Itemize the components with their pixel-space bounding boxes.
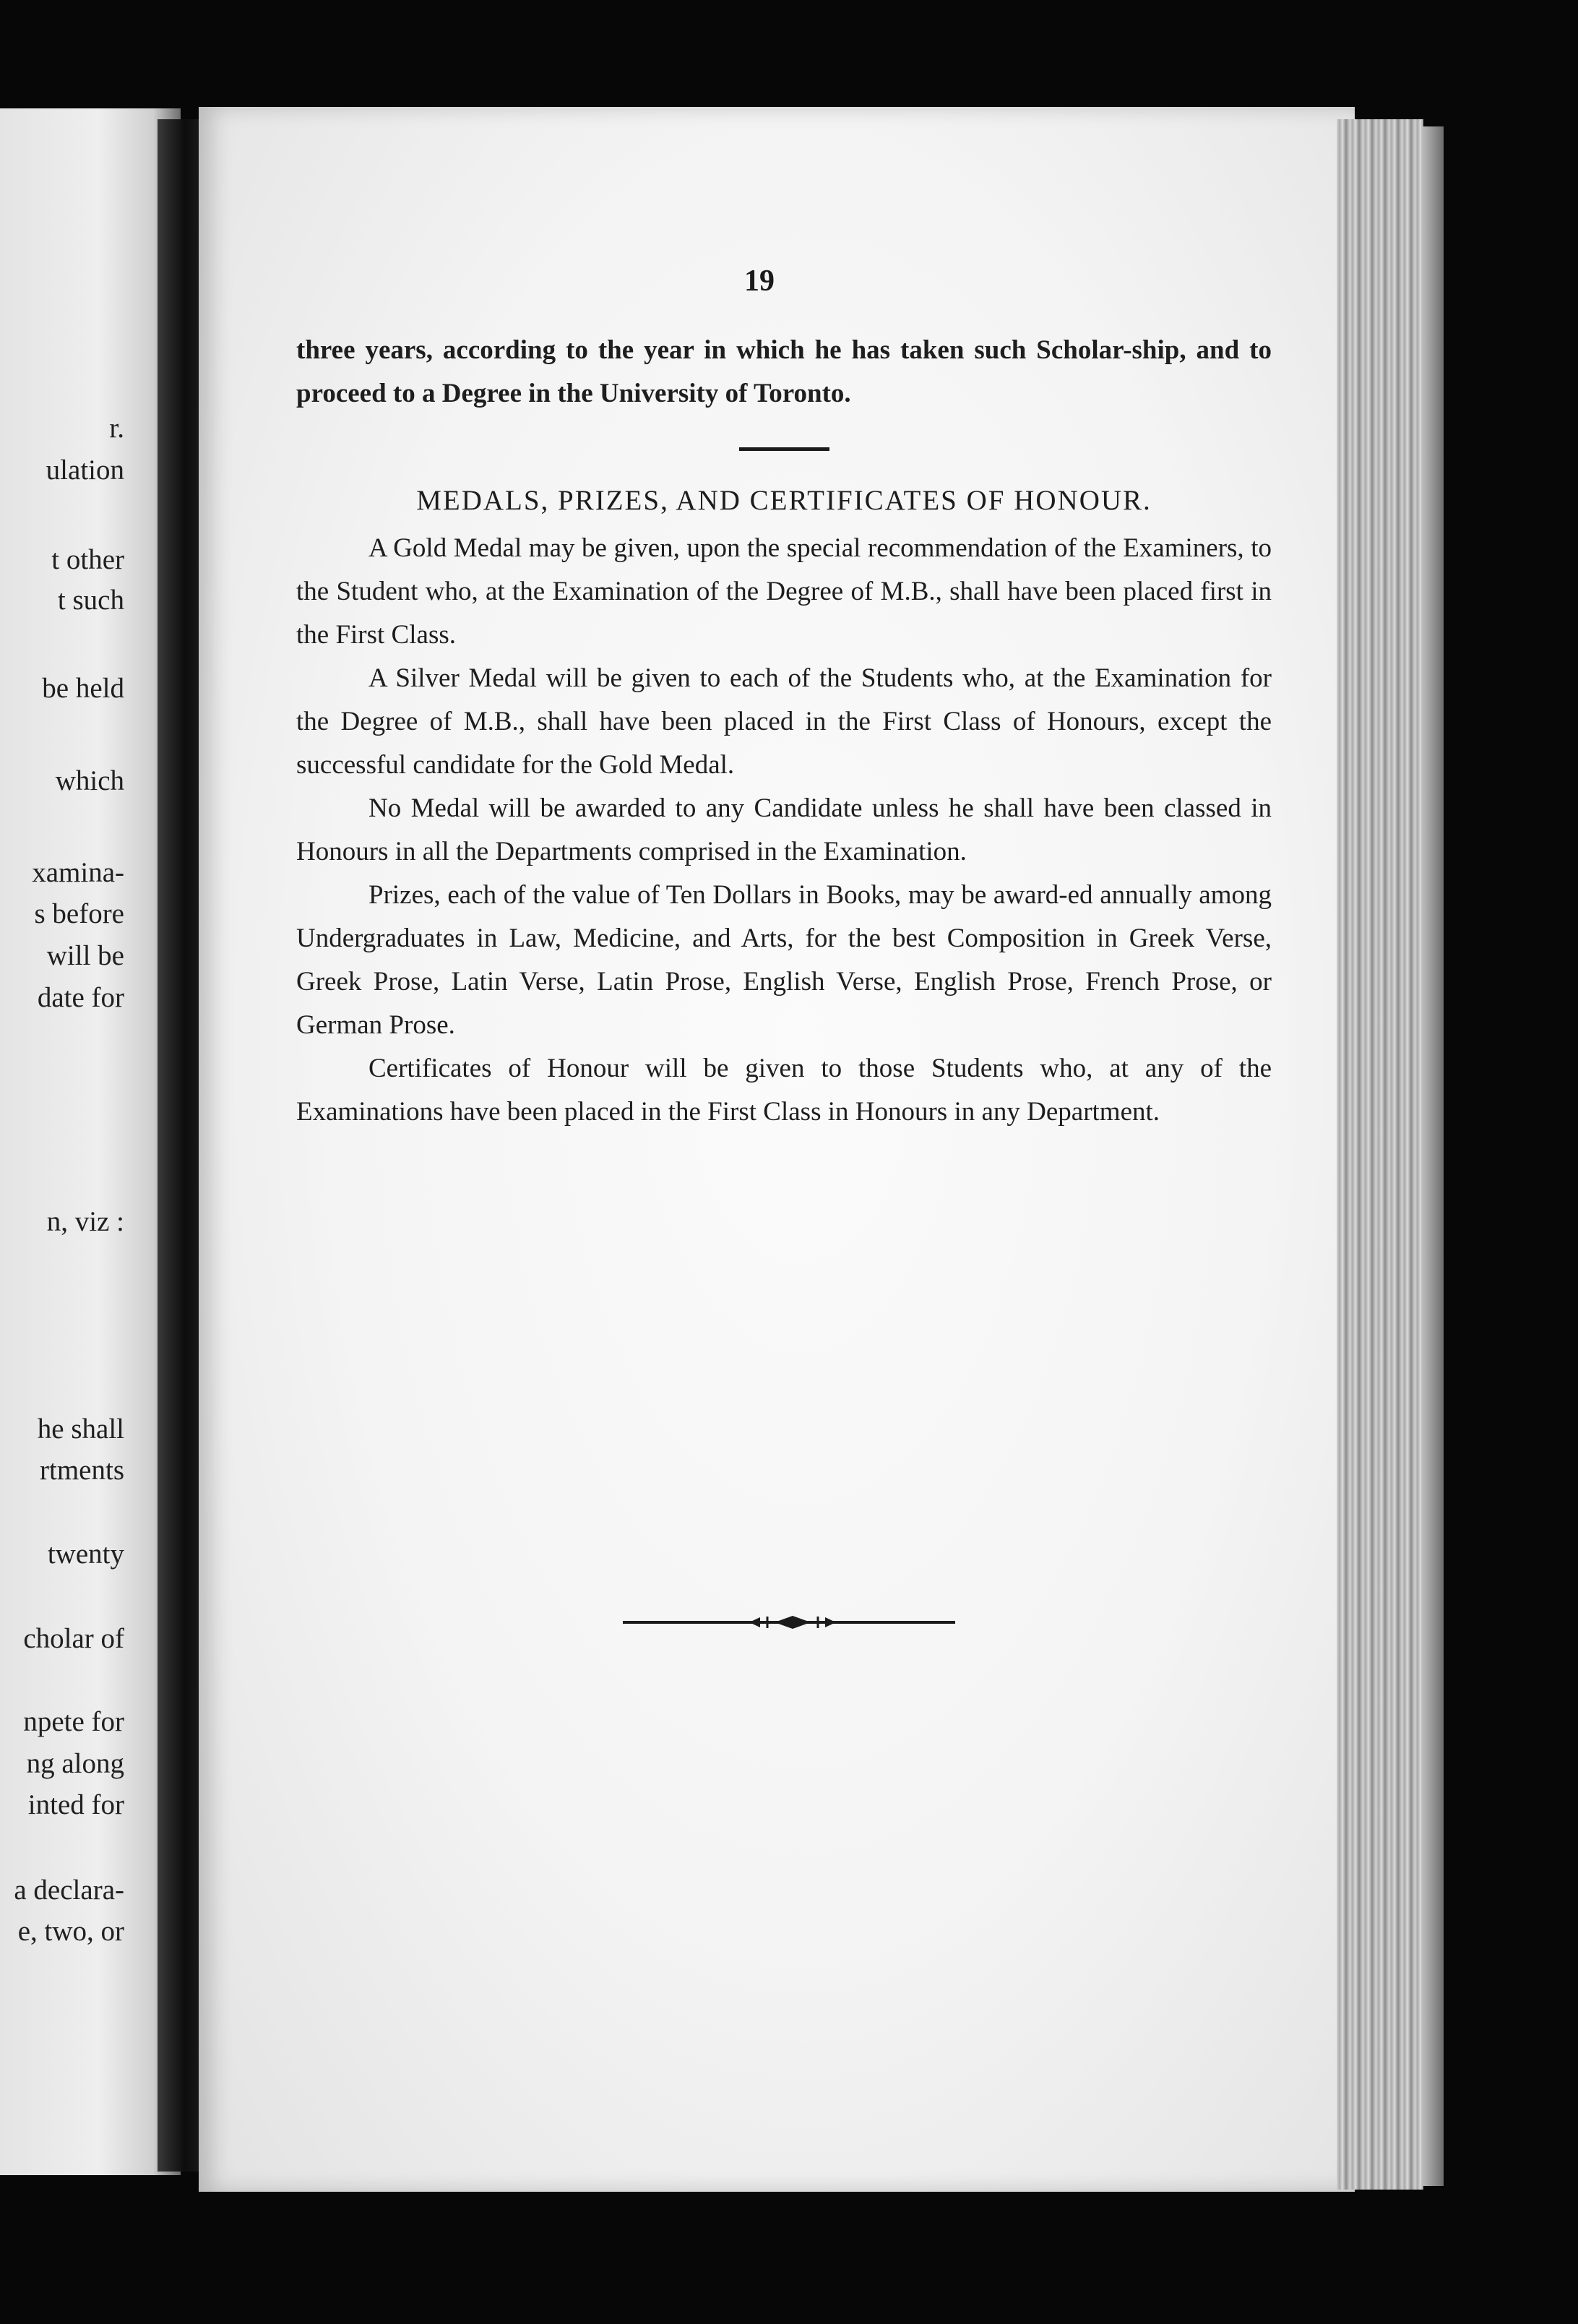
intro-paragraph: three years, according to the year in which he has taken such Scholar-ship, and to proceed to a Degree in the University of Toronto. — [296, 335, 1272, 408]
left-page-line: e, two, or — [17, 1916, 124, 1947]
left-page-line: r. — [109, 413, 124, 444]
paragraph-no-medal: No Medal will be awarded to any Candidate unless he shall have been classed in Honours in all the Departments comprised in the Examination. — [296, 793, 1272, 866]
section-heading: MEDALS, PRIZES, AND CERTIFICATES OF HONOUR. — [416, 485, 1152, 516]
left-page-line: t such — [57, 585, 124, 616]
left-page-line: twenty — [47, 1538, 124, 1570]
page-edges — [1337, 119, 1423, 2190]
left-page-line: n, viz : — [46, 1206, 124, 1237]
paragraph-certificates: Certificates of Honour will be given to those Students who, at any of the Examinations have been placed in the First Class in Honours in any Department. — [296, 1054, 1272, 1127]
section-divider-rule — [739, 447, 829, 451]
paragraph-silver-medal: A Silver Medal will be given to each of the Students who, at the Examination for the Degree of M.B., shall have been placed in the First Class of Honours, except the successful candidate for the Gold Medal. — [296, 663, 1272, 780]
tailpiece-ornament — [623, 1608, 955, 1637]
paragraph-gold-medal: A Gold Medal may be given, upon the special recommendation of the Examiners, to the Student who, at the Examination of the Degree of M.B., shall have been placed first in the First Class. — [296, 533, 1272, 650]
left-page-line: a declara- — [14, 1875, 124, 1906]
left-page-line: will be — [46, 940, 124, 971]
left-page-line: t other — [51, 544, 124, 575]
book-cover-edge — [1422, 126, 1444, 2186]
left-page-line: xamina- — [32, 857, 124, 888]
left-page-line: npete for — [23, 1706, 124, 1737]
left-facing-page — [0, 108, 181, 2175]
left-page-line: which — [55, 765, 124, 796]
left-page-line: he shall — [37, 1413, 124, 1445]
left-page-line: be held — [42, 673, 124, 704]
left-page-line: ulation — [46, 455, 124, 486]
left-page-line: ng along — [26, 1748, 124, 1779]
page-body — [296, 329, 1272, 1134]
left-page-line: s before — [34, 898, 124, 929]
left-page-line: inted for — [27, 1789, 124, 1820]
paragraph-prizes: Prizes, each of the value of Ten Dollars in Books, may be award-ed annually among Undergraduates in Law, Medicine, and Arts, for the best Composition in Greek Verse, Greek Prose, Latin Verse, Latin Prose, English Verse, English Prose, French Prose, or German Prose. — [296, 880, 1272, 1040]
left-page-line: rtments — [40, 1455, 124, 1486]
page-number: 19 — [744, 264, 775, 298]
left-page-line: date for — [37, 982, 124, 1013]
book-gutter — [158, 119, 202, 2172]
left-page-line: cholar of — [23, 1623, 124, 1654]
